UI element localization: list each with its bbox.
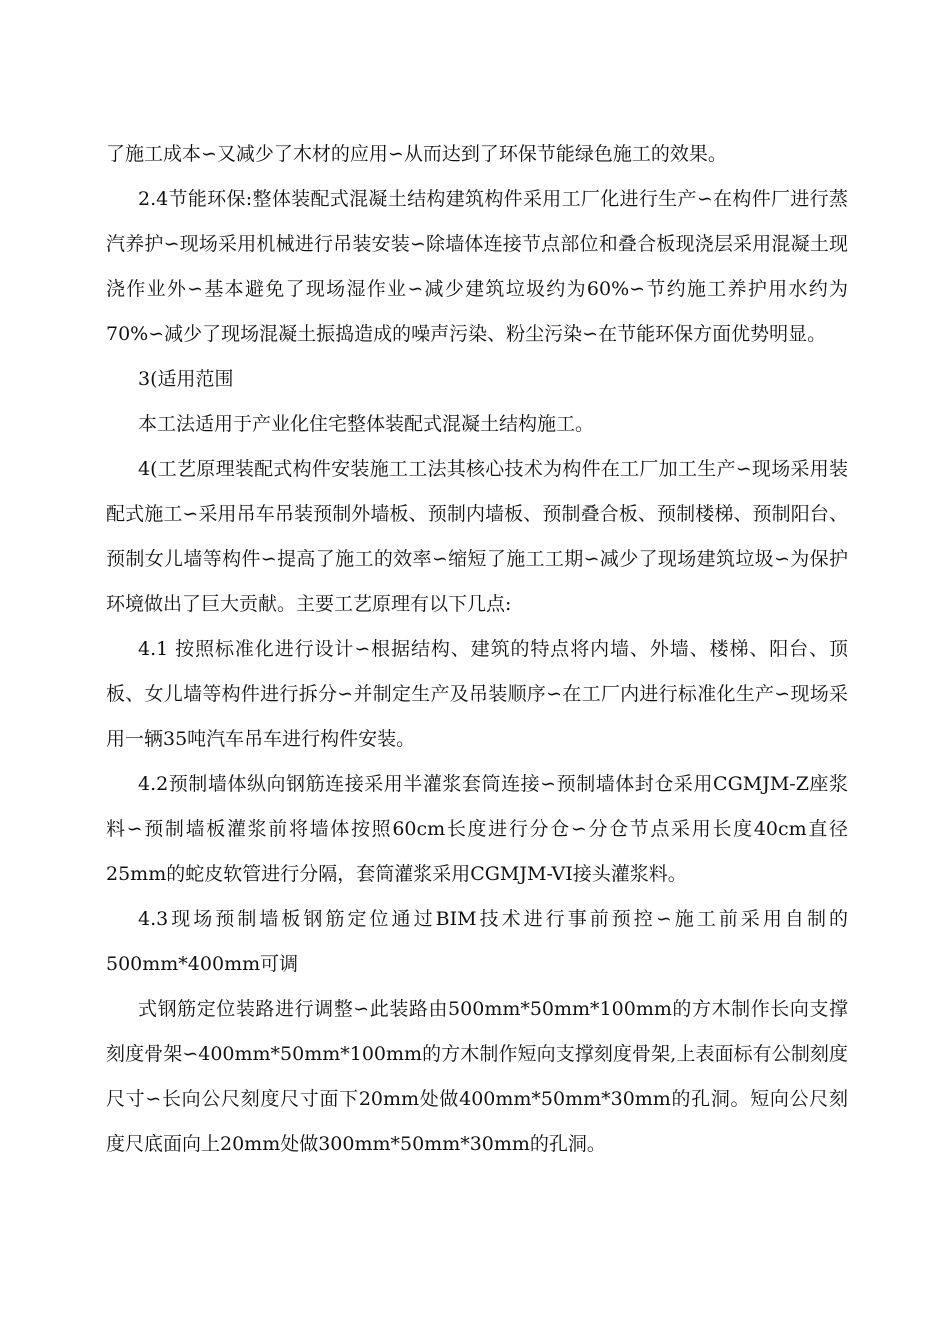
- paragraph-energy-saving: 2.4节能环保:整体装配式混凝土结构建筑构件采用工厂化进行生产∽在构件厂进行蒸汽养护∽现场采用机械进行吊装安装∽除墙体连接节点部位和叠合板现浇层采用混凝土现浇作业外∽基本避免了现场湿作业∽减少建筑垃圾约为60%∽节约施工养护用水约为70%∽减少了现场混凝土振捣造成的噪声污染、粉尘污染∽在节能环保方面优势明显。: [106, 188, 848, 345]
- paragraph-process-principle: 4(工艺原理装配式构件安装施工工法其核心技术为构件在工厂加工生产∽现场采用装配式施工∽采用吊车吊装预制外墙板、预制内墙板、预制叠合板、预制楼梯、预制阳台、预制女儿墙等构件∽提高了施工的效率∽缩短了施工工期∽减少了现场建筑垃圾∽为保护环境做出了巨大贡献。主要工艺原理有以下几点:: [106, 458, 848, 615]
- document-body: [106, 132, 848, 1167]
- section-heading-scope: 3(适用范围: [138, 368, 234, 390]
- paragraph-4-1: 4.1 按照标准化进行设计∽根据结构、建筑的特点将内墙、外墙、楼梯、阳台、顶板、女儿墙等构件进行拆分∽并制定生产及吊装顺序∽在工厂内进行标准化生产∽现场采用一辆35吨汽车吊车进行构件安装。: [106, 638, 848, 750]
- paragraph-cost-reduction: 了施工成本∽又减少了木材的应用∽从而达到了环保节能绿色施工的效果。: [106, 143, 727, 165]
- paragraph-positioning-device: 式钢筋定位装路进行调整∽此装路由500mm*50mm*100mm的方木制作长向支撑刻度骨架∽400mm*50mm*100mm的方木制作短向支撑刻度骨架,上表面标有公制刻度尺寸∽长向公尺刻度尺寸面下20mm处做400mm*50mm*30mm的孔洞。短向公尺刻度尺底面向上20mm处做300mm*50mm*30mm的孔洞。: [106, 998, 848, 1155]
- paragraph-4-3: 4.3现场预制墙板钢筋定位通过BIM技术进行事前预控∽施工前采用自制的500mm*400mm可调: [106, 908, 848, 975]
- paragraph-scope: 本工法适用于产业化住宅整体装配式混凝土结构施工。: [138, 413, 595, 435]
- paragraph-4-2: 4.2预制墙体纵向钢筋连接采用半灌浆套筒连接∽预制墙体封仓采用CGMJM-Z座浆料∽预制墙板灌浆前将墙体按照60cm长度进行分仓∽分仓节点采用长度40cm直径25mm的蛇皮软管进行分隔，套筒灌浆采用CGMJM-VI接头灌浆料。: [106, 773, 848, 885]
